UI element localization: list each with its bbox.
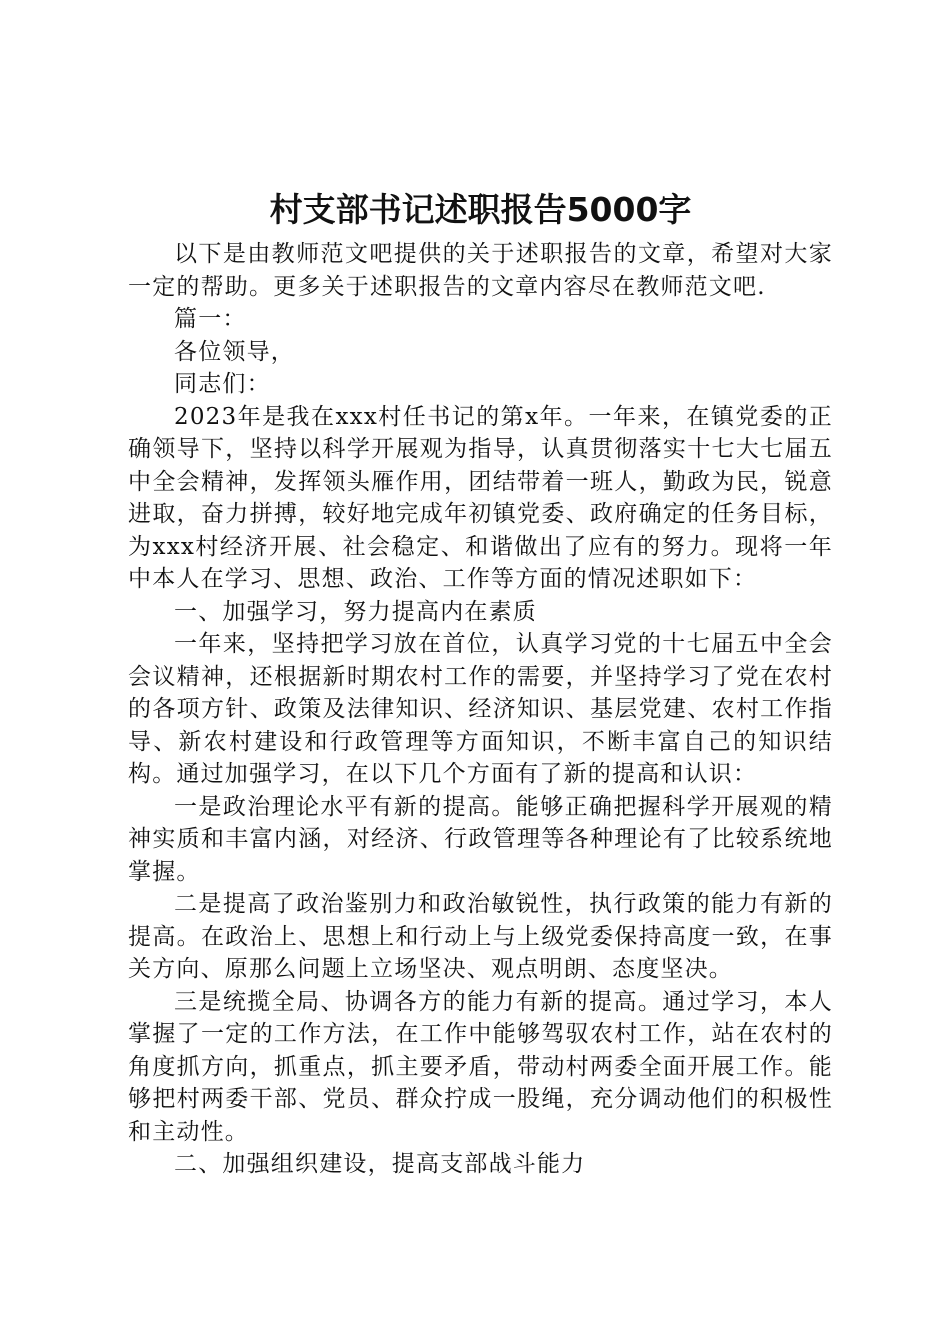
body-paragraph: 三是统揽全局、协调各方的能力有新的提高。通过学习，本人掌握了一定的工作方法，在工作中能够驾驭农村工作，站在农村的角度抓方向，抓重点，抓主要矛盾，带动村两委全面开展工作。能够把村两委干部、党员、群众拧成一股绳，充分调动他们的积极性和主动性。 xyxy=(128,988,833,1145)
body-paragraph: 一是政治理论水平有新的提高。能够正确把握科学开展观的精神实质和丰富内涵，对经济、行政管理等各种理论有了比较系统地掌握。 xyxy=(128,793,833,885)
document-title: 村支部书记述职报告5000字 xyxy=(269,190,692,229)
intro-paragraph: 以下是由教师范文吧提供的关于述职报告的文章，希望对大家一定的帮助。更多关于述职报告的文章内容尽在教师范文吧. xyxy=(128,241,833,300)
document-page xyxy=(128,188,833,1181)
body-paragraph: 2023年是我在xxx村任书记的第x年。一年来，在镇党委的正确领导下，坚持以科学开展观为指导，认真贯彻落实十七大七届五中全会精神，发挥领头雁作用，团结带着一班人，勤政为民，锐意进取，奋力拼搏，较好地完成年初镇党委、政府确定的任务目标，为xxx村经济开展、社会稳定、和谐做出了应有的努力。现将一年中本人在学习、思想、政治、工作等方面的情况述职如下： xyxy=(128,403,833,592)
salutation-leaders: 各位领导， xyxy=(174,338,295,365)
section-heading: 一、加强学习，努力提高内在素质 xyxy=(174,598,537,625)
body-paragraph: 二是提高了政治鉴别力和政治敏锐性，执行政策的能力有新的提高。在政治上、思想上和行动上与上级党委保持高度一致，在事关方向、原那么问题上立场坚决、观点明朗、态度坚决。 xyxy=(128,891,833,982)
salutation-comrades: 同志们： xyxy=(174,371,271,397)
section-label: 篇一： xyxy=(174,306,247,332)
body-paragraph: 一年来，坚持把学习放在首位，认真学习党的十七届五中全会会议精神，还根据新时期农村工作的需要，并坚持学习了党在农村的各项方针、政策及法律知识、经济知识、基层党建、农村工作指导、新农村建设和行政管理等方面知识，不断丰富自己的知识结构。通过加强学习，在以下几个方面有了新的提高和认识： xyxy=(128,631,833,787)
section-heading: 二、加强组织建设，提高支部战斗能力 xyxy=(174,1151,586,1177)
